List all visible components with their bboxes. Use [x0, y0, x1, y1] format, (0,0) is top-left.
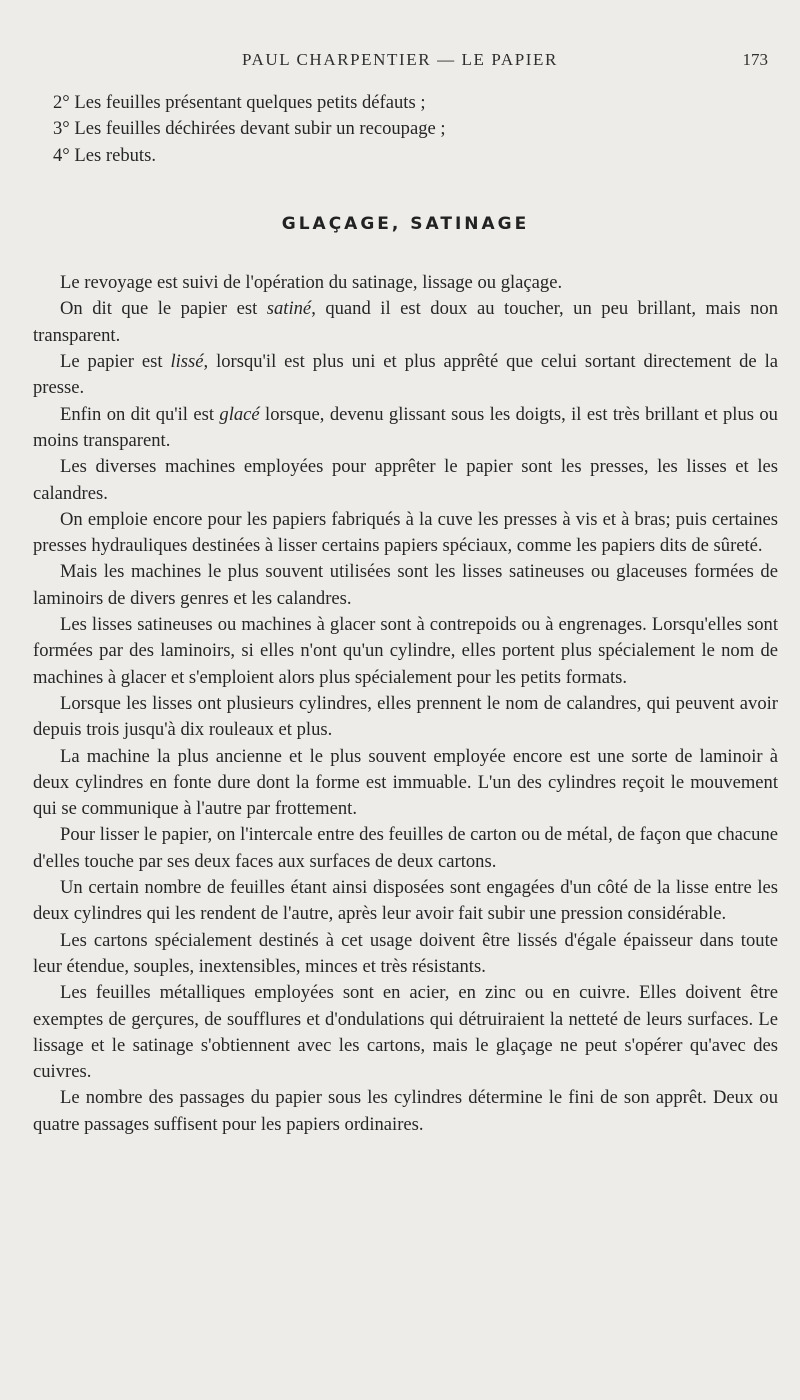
- running-title: PAUL CHARPENTIER — LE PAPIER: [242, 50, 558, 69]
- paragraph: Le revoyage est suivi de l'opération du satinage, lissage ou glaçage.: [60, 272, 563, 294]
- page-number: 173: [742, 50, 768, 69]
- paragraph: On emploie encore pour les papiers fabriqués à la cuve les presses à vis et à bras; puis certaines presses hydrauliques destinées à lisser certains papiers spéciaux, comme les papiers dits de sûreté.: [33, 508, 778, 557]
- paragraph: Un certain nombre de feuilles étant ainsi disposées sont engagées d'un côté de la lisse entre les deux cylindres qui les rendent de l'autre, après leur avoir fait subir une pression considérable.: [33, 877, 778, 925]
- paragraph: Mais les machines le plus souvent utilisées sont les lisses satineuses ou glaceuses formées de laminoirs de divers genres et les calandres.: [33, 561, 778, 609]
- paragraph: La machine la plus ancienne et le plus souvent employée encore est une sorte de laminoir à deux cylindres en fonte dure dont la forme est immuable. L'un des cylindres reçoit le mouvement qui se communique à l'autre par frottement.: [33, 745, 778, 820]
- page-body: [33, 90, 778, 1138]
- paragraph: Enfin on dit qu'il est glacé lorsque, devenu glissant sous les doigts, il est très brillant et plus ou moins transparent.: [33, 403, 778, 451]
- italic-term: satiné: [266, 298, 312, 320]
- section-heading: GLAÇAGE, SATINAGE: [281, 213, 530, 234]
- list-item: 4° Les rebuts.: [53, 144, 156, 166]
- list-item: 3° Les feuilles déchirées devant subir un recoupage ;: [53, 118, 446, 140]
- paragraph: On dit que le papier est satiné, quand il est doux au toucher, un peu brillant, mais non transparent.: [33, 298, 779, 346]
- paragraph: Le nombre des passages du papier sous les cylindres détermine le fini de son apprêt. Deux ou quatre passages suffisent pour les papiers ordinaires.: [33, 1087, 778, 1135]
- paragraph: Lorsque les lisses ont plusieurs cylindres, elles prennent le nom de calandres, qui peuvent avoir depuis trois jusqu'à dix rouleaux et plus.: [33, 692, 778, 741]
- paragraph: Les diverses machines employées pour apprêter le papier sont les presses, les lisses et les calandres.: [33, 456, 778, 504]
- paragraph: Les lisses satineuses ou machines à glacer sont à contrepoids ou à engrenages. Lorsqu'elles sont formées par des laminoirs, si elles n'ont qu'un cylindre, elles portent plus spécialement le nom de machines à glacer et s'emploient alors plus spécialement pour les petits formats.: [33, 614, 778, 688]
- running-head: [0, 50, 800, 74]
- paragraph: Pour lisser le papier, on l'intercale entre des feuilles de carton ou de métal, de façon que chacune d'elles touche par ses deux faces aux surfaces de deux cartons.: [33, 824, 778, 872]
- italic-term: lissé: [170, 351, 204, 373]
- paragraph: Le papier est lissé, lorsqu'il est plus uni et plus apprêté que celui sortant directement de la presse.: [33, 351, 778, 399]
- italic-term: glacé: [219, 403, 260, 425]
- list-item: 2° Les feuilles présentant quelques petits défauts ;: [53, 92, 426, 113]
- paragraph: Les cartons spécialement destinés à cet usage doivent être lissés d'égale épaisseur dans toute leur étendue, souples, inextensibles, minces et très résistants.: [33, 929, 778, 977]
- paragraph: Les feuilles métalliques employées sont en acier, en zinc ou en cuivre. Elles doivent être exemptes de gerçures, de soufflures et d'ondulations qui détruiraient la netteté de leurs surfaces. Le lissage et le satinage s'obtiennent avec les cartons, mais le glaçage ne peut s'opérer qu'avec des cuivres.: [33, 982, 778, 1083]
